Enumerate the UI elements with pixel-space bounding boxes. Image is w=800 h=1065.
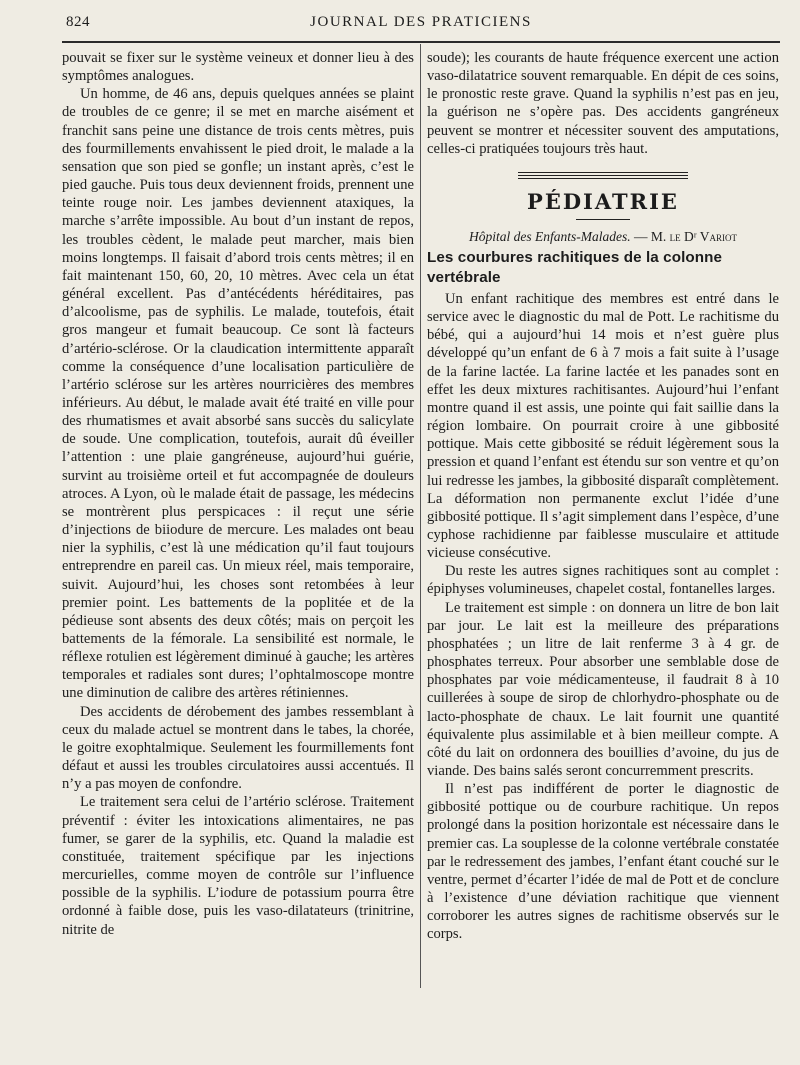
paragraph: Le traitement sera celui de l’artério sclérose. Traitement préventif : éviter les intoxications alimentaires, ne pas fumer, se garer de la syphilis, etc. Quand la maladie est constituée, traitement spécifique par les injections mercurielles, comme moyen de contrôle sur l’influence possible de la syphilis. L’iodure de potassium pourra être ordonné à faible dose, puis les vaso-dilatateurs (trinitrine, nitrite de <box>62 794 414 938</box>
article-title: Les courbures rachitiques de la colonne vertébrale <box>427 248 723 286</box>
paragraph: Le traitement est simple : on donnera un litre de bon lait par jour. Le lait est la meilleure des préparations phosphatées ; un litre de lait renferme 3 à 4 gr. de phosphates terreux. Pour absorber une semblable dose de phosphates par voie médicamenteuse, il faudrait 8 à 10 cuillerées à soupe de sirop de chlorhydro-phosphate ou de lacto-phosphate de chaux. Le lait fournit une quantité équivalente plus assimilable et à bien meilleur compte. A côté du lait on ordonnera des bouillies d’avoine, du jus de viande. Des bains salés seront concurremment prescrits. <box>427 599 779 779</box>
section-separator <box>518 172 688 179</box>
paragraph: Du reste les autres signes rachitiques sont au complet : épiphyses volumineuses, chapelet costal, fontanelles larges. <box>427 563 779 598</box>
paragraph: Des accidents de dérobement des jambes ressemblant à ceux du malade actuel se montrent dans le tabes, la chorée, le goitre exophtalmique. Seulement les fourmillements font défaut et aussi les troubles circulatoires aussi accentués. Il n’y a pas moyen de confondre. <box>62 703 414 793</box>
paragraph: Un homme, de 46 ans, depuis quelques années se plaint de troubles de ce genre; il se met en marche aisément et franchit sans peine une distance de trois cents mètres, puis des fourmillements envahissent le pied droit, le malade a la sensation que son pied se gonfle; un instant après, c’est le pied gauche. Puis tous deux deviennent froids, prennent une teinte rouge noir. Les jambes deviennent ataxiques, la marche s’arrête impossible. Au bout d’un instant de repos, les troubles cèdent, le malade peut marcher, mais bien moins longtemps. Il faisait d’abord trois cents mètres; il en fait maintenant 150, 60, 20, 10 mètres. Avec cela un état général excellent. Pas d’antécédents héréditaires, pas d’alcoolisme, pas de syphilis. Le malade, toutefois, était gros mangeur et fumait beaucoup. Ce sont là facteurs d’artério-sclérose. Or la claudication intermittente apparaît comme la conséquence d’une localisation particulière de l’artério sclérose sur les artères nourricières des membres inférieurs. Au début, le malade avait été traité en ville pour des rhumatismes et avait absorbé sans succès du salicylate de soude. Une complication, toutefois, aurait dû éveiller l’attention : une plaie gangréneuse, aujourd’hui guérie, survint au troisième orteil et fut accompagnée de douleurs atroces. A Lyon, où le malade était de passage, les médecins se montrèrent plus perspicaces : il reçut une série d’injections de biiodure de mercure. Les malades ont beau nier la syphilis, c’est là une médication qu’il faut toujours entreprendre en pareil cas. Un mieux réel, mais temporaire, suivit. Aujourd’hui, les choses sont retombées à leur premier point. Les battements de la poplitée et de la pédieuse sont absents des deux côtés; mais on perçoit les battements de la fémorale. La sensibilité est normale, le réflexe rotulien est légèrement diminué à gauche; les artères temporales et radiales sont dures; l’ophtalmoscope montre une diminution de calibre des artères rétiniennes. <box>62 86 414 702</box>
header-rule <box>62 41 780 43</box>
paragraph: pouvait se fixer sur le système veineux et donner lieu à des symptômes analogues. <box>62 50 414 85</box>
left-column <box>62 49 414 939</box>
paragraph: Un enfant rachitique des membres est entré dans le service avec le diagnostic du mal de Pott. Le rachitisme du bébé, qui a aujourd’hui 14 mois et n’est guère plus développé qu’un enfant de 6 à 7 mois a fait suite à l’usage de la farine lactée. La farine lactée et les panades sont en effet les deux mixtures rachitisantes. Aujourd’hui l’enfant montre quand il est assis, une pointe qui fait saillie dans la région lombaire. On pourrait croire à une gibbosité pottique. Mais cette gibbosité se réduit légèrement sous la pression et quand l’enfant est étendu sur son ventre et qu’on lui redresse les jambes, la gibbosité disparaît complètement. La déformation non permanente exclut l’idée d’une gibbosité pottique. Il s’agit simplement dans l’espèce, d’une cyphose rachidienne par faiblesse musculaire et attitude vicieuse consécutive. <box>427 290 779 562</box>
column-divider <box>420 44 421 988</box>
paragraph: soude); les courants de haute fréquence exercent une action vaso-dilatatrice souvent remarquable. En dépit de ces soins, le pronostic reste grave. Quand la syphilis n’est pas en jeu, la guérison ne s’opère pas. Des accidents gangréneux peuvent se montrer et nécessiter souvent des amputations, celles-ci pratiquées toujours très haut. <box>427 50 779 157</box>
journal-title: JOURNAL DES PRATICIENS <box>310 14 532 30</box>
hospital-name: Hôpital des Enfants-Malades. <box>468 228 631 244</box>
article-byline <box>427 228 779 246</box>
page-header <box>62 12 780 36</box>
section-underline <box>576 219 630 220</box>
paragraph: Il n’est pas indifférent de porter le diagnostic de gibbosité pottique ou de courbure rachitique. Un repos prolongé dans la position horizontale est nécessaire dans le premier cas. La souplesse de la colonne vertébrale constatée par le redressement des jambes, l’enfant étant couché sur le ventre, permet d’écarter l’idée de mal de Pott et de conclure à l’existence d’une déviation rachitique que viennent corroborer les autres signes de rachitisme observés sur le corps. <box>427 781 779 943</box>
author-name: — M. le Dʳ Variot <box>633 228 738 244</box>
right-column <box>427 49 779 944</box>
section-title: PÉDIATRIE <box>527 188 679 214</box>
page-number: 824 <box>66 14 90 30</box>
